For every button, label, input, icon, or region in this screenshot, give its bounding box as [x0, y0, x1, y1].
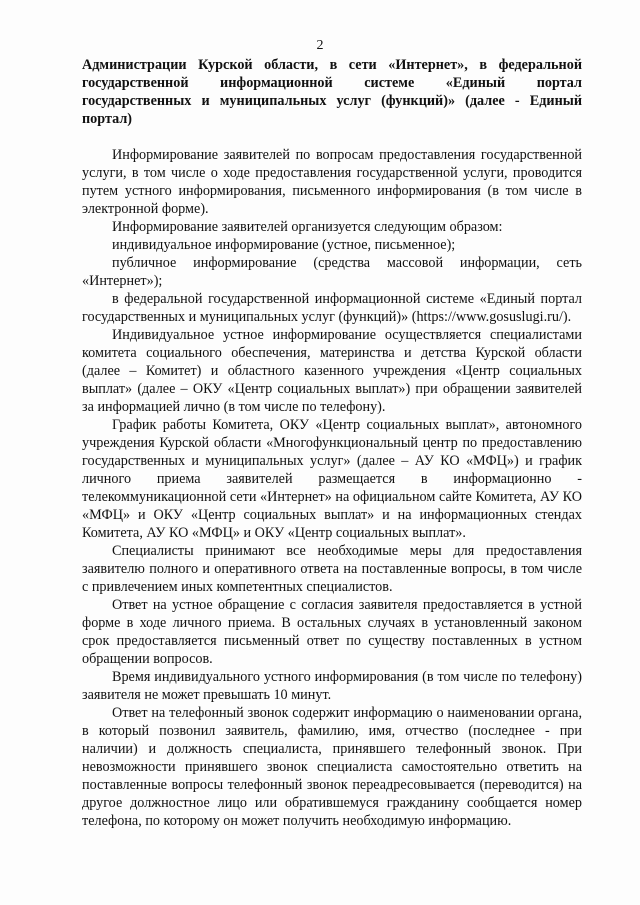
paragraph: Информирование заявителей организуется следующим образом:: [112, 219, 503, 235]
document-body: [82, 146, 582, 830]
paragraph: публичное информирование (средства массовой информации, сеть «Интернет»);: [82, 255, 582, 289]
paragraph: индивидуальное информирование (устное, письменное);: [112, 237, 456, 253]
paragraph: Специалисты принимают все необходимые меры для предоставления заявителю полного и оперативного ответа на поставленные вопросы, в том числе с привлечением иных компетентных специалистов.: [82, 543, 582, 595]
paragraph: Индивидуальное устное информирование осуществляется специалистами комитета социального обеспечения, материнства и детства Курской области (далее – Комитет) и областного казенного учреждения «Центр социальных выплат» (далее – ОКУ «Центр социальных выплат») при обращении заявителей за информацией лично (в том числе по телефону).: [82, 327, 582, 415]
paragraph: в федеральной государственной информационной системе «Единый портал государственных и муниципальных услуг (функций)» (https://www.gosuslugi.ru/).: [82, 291, 582, 325]
paragraph: Ответ на телефонный звонок содержит информацию о наименовании органа, в который позвонил заявитель, фамилию, имя, отчество (последнее - при наличии) и должность специалиста, принявшего телефонный звонок. При невозможности принявшего звонок специалиста самостоятельно ответить на поставленные вопросы телефонный звонок переадресовывается (переводится) на другое должностное лицо или обратившемуся гражданину сообщается номер телефона, по которому он может получить необходимую информацию.: [82, 705, 582, 829]
paragraph: Информирование заявителей по вопросам предоставления государственной услуги, в том числе о ходе предоставления государственной услуги, проводится путем устного информирования, письменного информирования (в том числе в электронной форме).: [82, 147, 582, 217]
paragraph: Ответ на устное обращение с согласия заявителя предоставляется в устной форме в ходе личного приема. В остальных случаях в установленный законом срок предоставляется письменный ответ по существу поставленных в устном обращении вопросов.: [82, 597, 582, 667]
section-heading: Администрации Курской области, в сети «Интернет», в федеральной государственной информационной системе «Единый портал государственных и муниципальных услуг (функций)» (далее - Единый портал): [82, 57, 582, 127]
paragraph: Время индивидуального устного информирования (в том числе по телефону) заявителя не может превышать 10 минут.: [82, 669, 582, 703]
page-number: 2: [316, 38, 324, 53]
paragraph: График работы Комитета, ОКУ «Центр социальных выплат», автономного учреждения Курской области «Многофункциональный центр по предоставлению государственных и муниципальных услуг» (далее – АУ КО «МФЦ») и график личного приема заявителей размещается в информационно - телекоммуникационной сети «Интернет» на официальном сайте Комитета, АУ КО «МФЦ» и ОКУ «Центр социальных выплат» и на информационных стендах Комитета, АУ КО «МФЦ» и ОКУ «Центр социальных выплат».: [82, 417, 582, 541]
